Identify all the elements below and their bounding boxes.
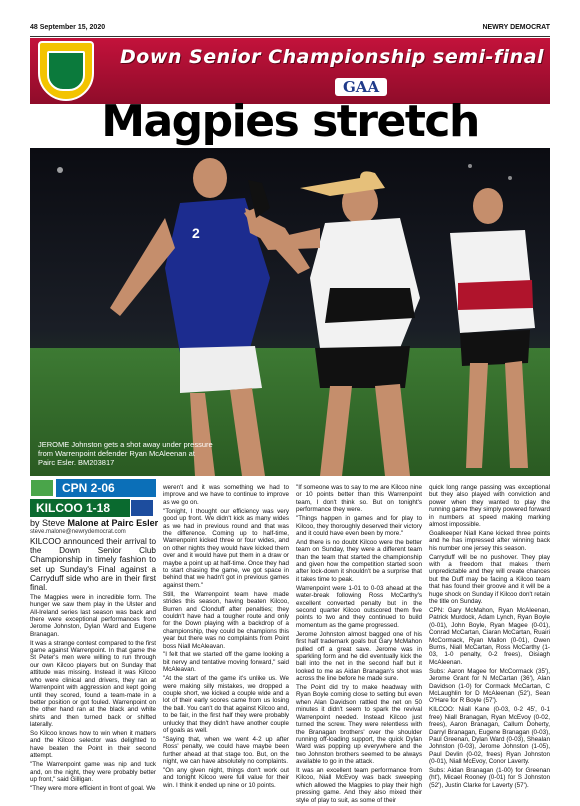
match-photo <box>30 148 550 476</box>
article-lead: KILCOO announced their arrival to the Down Senior Club Championship in timely fashion to set up Sunday's Final against a Carryduff side who are in their first final. <box>30 537 156 593</box>
score-kilcoo: KILCOO 1-18 <box>30 499 130 517</box>
subs-list-kilcoo: Subs: Aidan Branagan (1-00) for Greenan (ht'), Micael Rooney (0-01) for S Johnston (52'), Justin Clarke for Laverty (57'). <box>429 767 550 789</box>
paragraph: Still, the Warrenpoint team have made strides this season, having beaten Kilcoo, Burren and Clonduff after penalties; they couldn't have had a tougher route and only for the Down playing with a backdrop of a championship, they could be champions this year but there was no complaints from Point boss Niall McAleavan. <box>163 590 289 650</box>
paragraph: "They were more efficient in front of goal. We <box>30 784 156 792</box>
paragraph: "The Warrenpoint game was nip and tuck and, on the night, they were probably better up front," said Gilligan. <box>30 761 156 783</box>
paragraph: Carryduff will be no pushover. They play with a freedom that makes them unpredictable and they will create chances but the Duff may be facing a Kilcoo team that has found their groove and it will be a huge shock on Sunday if Kilcoo don't retain the title on Sunday. <box>429 553 550 606</box>
paragraph: It was a strange contest compared to the first game against Warrenpoint. In that game the St Peter's men were willing to run through our own Kilcoo players but on Sunday that attitude was missing. Instead it was Kilcoo who were clinical and drivers, they ran at Warrenpoint with aggression and kept going until they scored, found a team-mate in a better position or got fouled. Warrenpoint on the other hand ran at the black and white shirts and then turned back or shifted laterally. <box>30 639 156 729</box>
kilcoo-crest-icon <box>130 499 154 517</box>
paragraph: So Kilcoo knows how to win when it matters and the Kilcoo selector was delighted to have beaten the Point in their second attempt. <box>30 730 156 760</box>
paragraph: It was an excellent team performance from Kilcoo, Niall McEvoy was back sweeping which allowed the Magpies to play their high pressing game. And they also mixed their style of play to suit, as some of their <box>296 767 422 804</box>
paragraph: "Tonight, I thought our efficiency was very good up front. We didn't kick as many wides as we had in previous round and that was the difference. Coming up to half-time, Warrenpoint kicked three or four wides, and on other nights they would have kicked them over and it would have put them in a draw or maybe a point up at half-time. Once they had to start chasing the game, we got space in behind that we hadn't got in previous games against them." <box>163 507 289 589</box>
scoreboard <box>30 479 156 517</box>
subs-list-cpn: Subs: Aaron Magee for McCormack (35'), Jerome Grant for N McCartan (36'), Alan Davidson (1-0) for Cormack McCartan, C McLaughlin for D McAleenan (52'), Sean O'Hare for R Boyle (57'). <box>429 667 550 705</box>
gaa-logo: GAA <box>335 78 387 96</box>
byline-email: steve.malone@newrydemocrat.com <box>30 529 126 535</box>
score-cpn: CPN 2-06 <box>56 479 156 497</box>
byline-name: Malone at Pairc Esler <box>67 518 159 528</box>
paragraph: "Things happen in games and for play to Kilcoo, they thoroughly deserved their victory and it could have even been by more." <box>296 515 422 537</box>
paragraph: Goalkeeper Niall Kane kicked three points and he has impressed after winning back his number one jersey this season. <box>429 529 550 552</box>
match-photo-image <box>30 148 550 476</box>
paragraph: "I felt that we started off the game looking a bit nervy and tentative moving forward," said McAleavan. <box>163 651 289 674</box>
paragraph: The Magpies were in incredible form. The hunger we saw them play in the Ulster and All-Ireland series last season was back and there were exceptional performances from Jerome Johnston, Dylan Ward and Eugene Branagan. <box>30 593 156 638</box>
paragraph: "At the start of the game it's unlike us. We were making silly mistakes, we dropped a couple short, we kicked a couple wide and a lot of their early scores came from us losing the ball. You can't do that against Kilcoo and, to be fair, in the first half they were probably unlucky that they didn't have another couple of goals as well. <box>163 675 289 734</box>
paragraph: "On any given night, things don't work out and tonight Kilcoo were full value for their win. I think it ended up nine or 10 points. <box>163 767 289 789</box>
byline <box>30 518 158 528</box>
article-column-1 <box>30 537 156 794</box>
article-column-2 <box>163 484 289 791</box>
article-column-3 <box>296 484 422 806</box>
section-banner <box>30 38 550 104</box>
svg-text:2: 2 <box>192 225 200 241</box>
paragraph: Jerome Johnston almost bagged one of his first half trademark goals but Gary McMahon pulled off a great save. Jerome was in sparkling form and he did eventually kick the ball into the net in the second half but it looked to me as Aidan Branagan's shot was across the line before he made sure. <box>296 630 422 683</box>
score-row-kilcoo <box>30 499 156 517</box>
cpn-crest-icon <box>30 479 54 497</box>
article-column-4 <box>429 484 550 791</box>
paragraph: "If someone was to say to me are Kilcoo nine or 10 points better than this Warrenpoint team, I don't think so. But on tonight's performance they were. <box>296 484 422 514</box>
down-crest-icon <box>38 41 94 101</box>
paragraph: The Point did try to make headway with Ryan Boyle coming close to setting but even when Alan Davidson rattled the net on 50 minutes it didn't seem to spark the revival Warrenpoint needed. Instead Kilcoo just turned the screw. They were relentless with the Branagan brothers' over the shoulder running off-loading support, the quick Dylan Ward was popping up everywhere and the two Johnston brothers seemed to be always available to go in the attack. <box>296 684 422 766</box>
banner-title: Down Senior Championship semi-final <box>120 46 545 68</box>
page-header <box>30 24 550 37</box>
publication-name: NEWRY DEMOCRAT <box>482 24 550 31</box>
paragraph: "Saying that, when we went 4-2 up after Ross' penalty, we could have maybe been further ahead at that stage too. But, on the night, we can have absolutely no complaints. <box>163 735 289 766</box>
score-row-cpn <box>30 479 156 497</box>
paragraph: quick long range passing was exceptional but they also played with conviction and power when they wanted to play the running game they simply powered forward in numbers at speed making marking almost impossible. <box>429 484 550 529</box>
byline-prefix: by Steve <box>30 518 66 528</box>
paragraph: weren't and it was something we had to improve and we have to continue to improve as we go on. <box>163 484 289 506</box>
page-info: 48 September 15, 2020 <box>30 24 106 31</box>
photo-caption: JEROME Johnston gets a shot away under pressure from Warrenpoint defender Ryan McAleenan at Pairc Esler. BM203817 <box>38 440 213 467</box>
team-list-kilcoo: KILCOO: Niall Kane (0-03, 0-2 45', 0-1 free) Niall Branagan, Ryan McEvoy (0-02, frees), Aaron Branagan, Callum Doherty, Darryl Branagan, Eugene Branagan (0-03), Paul Greenan, Dylan Ward (0-03), Shealan Johnston (0-03), Jerome Johnston (1-05), Paul Devlin (0-02, frees) Ryan Johnston (0-01), Niall McEvoy, Conor Laverty. <box>429 706 550 766</box>
paragraph: Warrenpoint were 1-01 to 0-03 ahead at the water-break following Ross McCarthy's excellent converted penalty but in the second quarter Kilcoo outscored them five points to two and they continued to build momentum as the game progressed. <box>296 584 422 629</box>
headline: Magpies stretch <box>101 96 479 147</box>
team-list-cpn: CPN: Gary McMahon, Ryan McAleenan, Patrick Murdock, Adam Lynch, Ryan Boyle (0-01), John Boyle, Ryan Magee (0-01), Conrad McCartan, Ciaran McCartan, Ruairi McCormack, Ryan Mallon (0-01), Owen Burns, Niall McCartan, Ross McCarthy (1-03, 1-0 penalty, 0-2 frees), Oisiagh McAleenan. <box>429 607 550 666</box>
paragraph: And there is no doubt Kilcoo were the better team on Sunday, they were a different team than the team that started the championship and given how the competition started soon after lock-down it shouldn't be a surprise that it takes time to peak. <box>296 538 422 583</box>
